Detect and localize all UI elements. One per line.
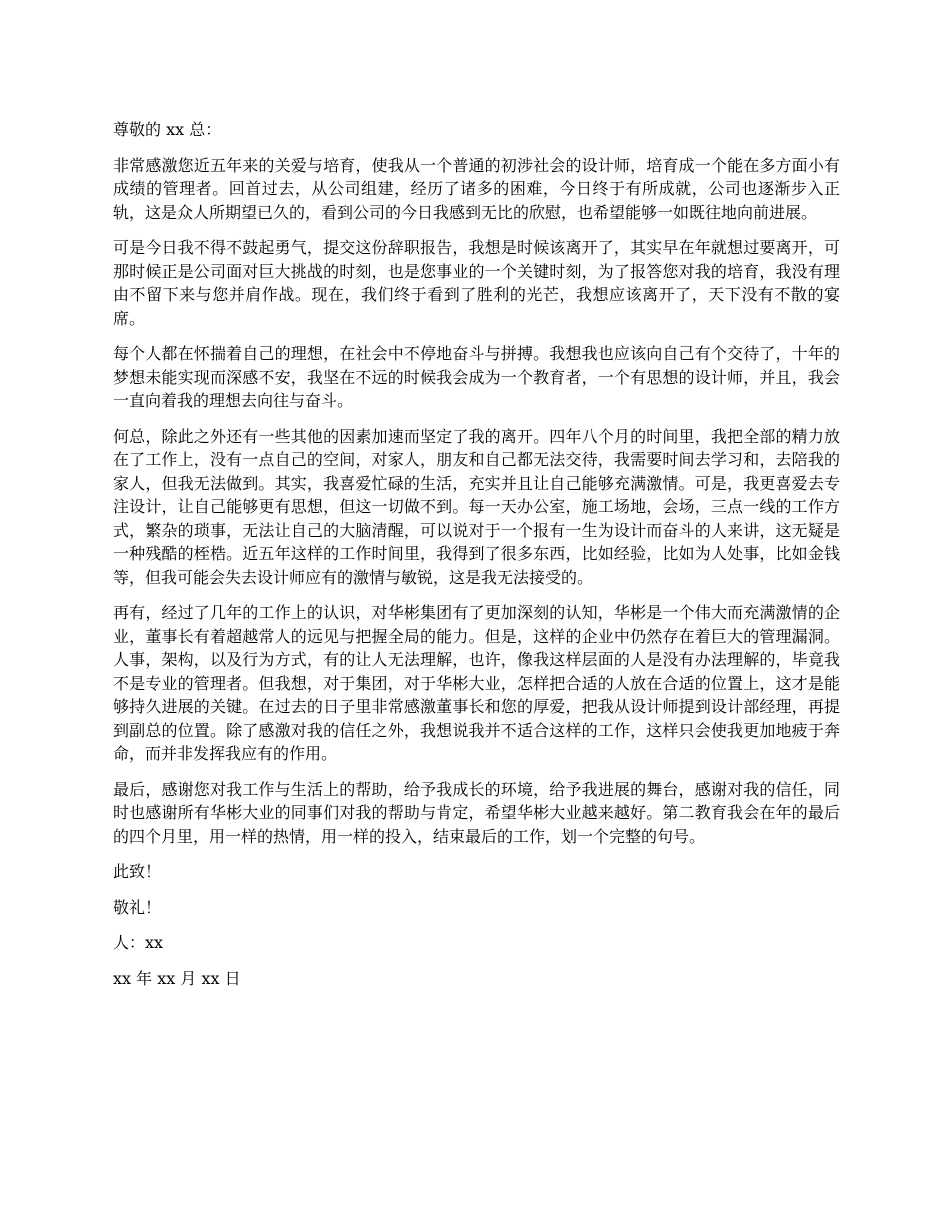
- body-paragraph-3: 每个人都在怀揣着自己的理想，在社会中不停地奋斗与拼搏。我想我也应该向自己有个交待了，十年的梦想未能实现而深感不安，我坚在不远的时候我会成为一个教育者，一个有思想的设计师，并且，我会一直向着我的理想去向往与奋斗。: [113, 344, 840, 410]
- body-paragraph-6: 最后，感谢您对我工作与生活上的帮助，给予我成长的环境，给予我进展的舞台，感谢对我的信任，同时也感谢所有华彬大业的同事们对我的帮助与肯定，希望华彬大业越来越好。第二教育我会在年的最后的四个月里，用一样的热情，用一样的投入，结束最后的工作，划一个完整的句号。: [113, 779, 840, 846]
- signature: 人：xx: [113, 933, 164, 952]
- body-paragraph-2: 可是今日我不得不鼓起勇气，提交这份辞职报告，我想是时候该离开了，其实早在年就想过要离开，可那时候正是公司面对巨大挑战的时刻，也是您事业的一个关键时刻，为了报答您对我的培育，我没有理由不留下来与您并肩作战。现在，我们终于看到了胜利的光芒，我想应该离开了，天下没有不散的宴席。: [113, 238, 840, 328]
- body-paragraph-5: 再有，经过了几年的工作上的认识，对华彬集团有了更加深刻的认知，华彬是一个伟大而充满激情的企业，董事长有着超越常人的远见与把握全局的能力。但是，这样的企业中仍然存在着巨大的管理漏洞。人事，架构，以及行为方式，有的让人无法理解，也许，像我这样层面的人是没有办法理解的，毕竟我不是专业的管理者。但我想，对于集团，对于华彬大业，怎样把合适的人放在合适的位置上，这才是能够持久进展的关键。在过去的日子里非常感激董事长和您的厚爱，把我从设计师提到设计部经理，再提到副总的位置。除了感激对我的信任之外，我想说我并不适合这样的工作，这样只会使我更加地疲于奔命，而并非发挥我应有的作用。: [113, 603, 840, 763]
- body-paragraph-4: 何总，除此之外还有一些其他的因素加速而坚定了我的离开。四年八个月的时间里，我把全部的精力放在了工作上，没有一点自己的空间，对家人，朋友和自己都无法交待，我需要时间去学习和，去陪我的家人，但我无法做到。其实，我喜爱忙碌的生活，充实并且让自己能够充满激情。可是，我更喜爱去专注设计，让自己能够更有思想，但这一切做不到。每一天办公室，施工场地，会场，三点一线的工作方式，繁杂的琐事，无法让自己的大脑清醒，可以说对于一个报有一生为设计而奋斗的人来讲，这无疑是一种残酷的桎梏。近五年这样的工作时间里，我得到了很多东西，比如经验，比如为人处事，比如金钱等，但我可能会失去设计师应有的激情与敏锐，这是我无法接受的。: [113, 426, 840, 587]
- date: xx 年 xx 月 xx 日: [113, 968, 241, 988]
- salutation: 尊敬的 xx 总：: [113, 120, 222, 139]
- letter-page: [113, 118, 840, 1002]
- body-paragraph-1: 非常感激您近五年来的关爱与培育，使我从一个普通的初涉社会的设计师，培育成一个能在多方面小有成绩的管理者。回首过去，从公司组建，经历了诸多的困难，今日终于有所成就，公司也逐渐步入正轨，这是众人所期望已久的，看到公司的今日我感到无比的欣慰，也希望能够一如既往地向前进展。: [113, 155, 840, 222]
- closing-line-2: 敬礼！: [113, 897, 162, 917]
- closing-line-1: 此致！: [113, 862, 162, 881]
